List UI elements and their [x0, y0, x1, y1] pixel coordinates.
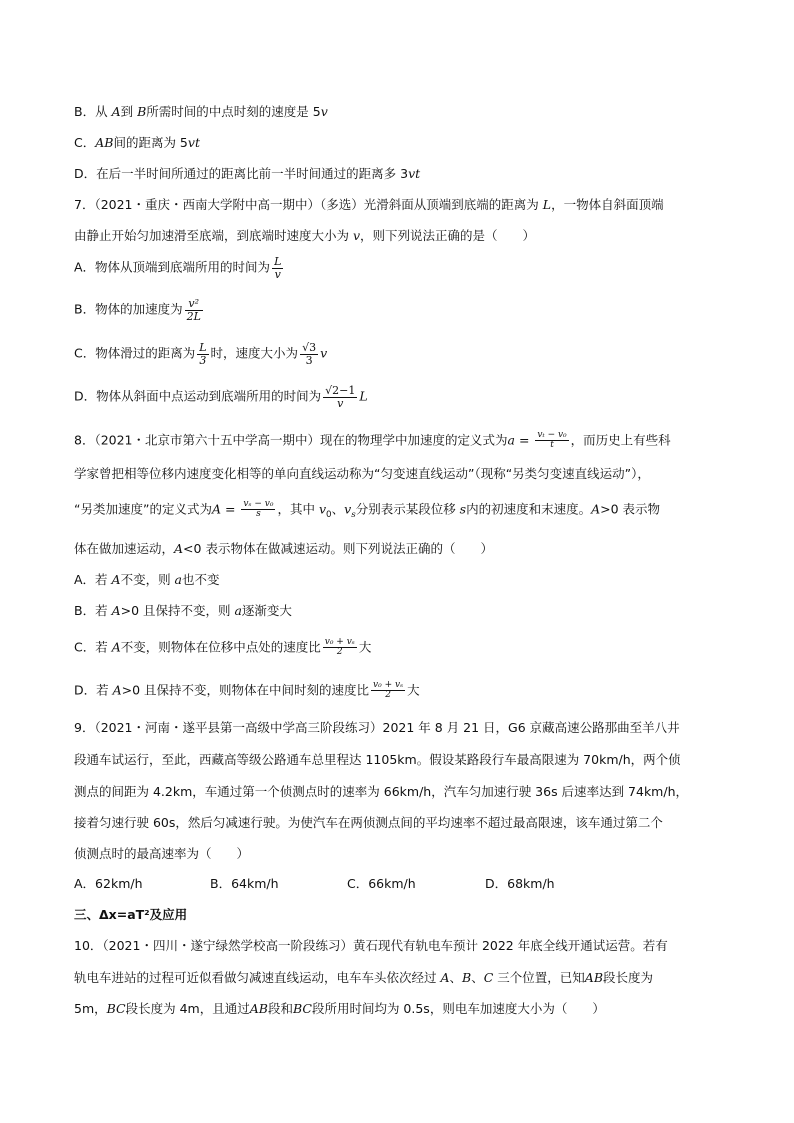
text: >0 且保持不变，则物体在中间时刻的速度比 [121, 682, 370, 698]
var-a: A [111, 603, 121, 618]
text: 测点的间距为 4.2km，车通过第一个侦测点时的速率为 66km/h，汽车匀加速行驶 36s 后速率达到 74km/h， [74, 784, 688, 799]
var-v: v [320, 104, 328, 119]
fraction [272, 256, 283, 280]
text: ，其中 [277, 501, 319, 517]
text: A．若 [74, 572, 112, 587]
section-heading: 三、Δx=aT²及应用 [74, 907, 188, 922]
q10-stem-line1 [74, 940, 668, 953]
fraction-den: v [337, 396, 344, 410]
text: >0 且保持不变，则 [120, 603, 235, 618]
text: 段所用时间均为 0.5s，则电车加速度大小为（ ） [311, 1001, 605, 1016]
text: 10．（2021・四川・遂宁绿然学校高一阶段练习）黄石现代有轨电车预计 2022 年底全线开通试运营。若有 [74, 938, 668, 953]
text: D．物体从斜面中点运动到底端所用的时间为 [74, 388, 322, 404]
equals: = [514, 432, 534, 448]
q7-stem-line2 [74, 230, 535, 243]
q9-stem-line2 [74, 754, 681, 767]
q8-option-a[interactable] [74, 574, 220, 587]
q6-option-d[interactable] [74, 168, 420, 181]
text: 8．（2021・北京市第六十五中学高一期中）现在的物理学中加速度的定义式为 [74, 432, 508, 448]
fraction [185, 298, 203, 322]
text: B．若 [74, 603, 112, 618]
text: 段通车试运行，至此，西藏高等级公路通车总里程达 1105km。假设某路段行车最高限速为 70km/h，两个侦 [74, 752, 681, 767]
text: 三个位置，已知 [493, 970, 585, 985]
text: 大 [407, 682, 420, 698]
text: D．在后一半时间所通过的距离比前一半时间通过的距离多 3 [74, 166, 409, 181]
fraction-num: L [199, 341, 207, 354]
text: 段长度为 4m，且通过 [125, 1001, 250, 1016]
q8-option-b[interactable] [74, 605, 292, 618]
q10-stem-line2 [74, 972, 653, 985]
text: 轨电车进站的过程可近似看做匀减速直线运动，电车车头依次经过 [74, 970, 441, 985]
fraction [323, 385, 357, 409]
text: 9．（2021・河南・遂平县第一高级中学高三阶段练习）2021 年 8 月 21 日，G6 京藏高速公路那曲至羊八井 [74, 720, 680, 735]
text: 、 [449, 970, 463, 985]
text: 、 [331, 501, 345, 517]
text: C．若 [74, 639, 112, 655]
text: 不变，则物体在位移中点处的速度比 [120, 639, 321, 655]
fraction-num: v₀ + vₛ [324, 637, 355, 647]
text: 5m， [74, 1001, 107, 1016]
q10-stem-line3 [74, 1003, 605, 1016]
var-a: A [211, 501, 221, 517]
text: B．物体的加速度为 [74, 301, 183, 317]
text: 大 [358, 639, 372, 655]
var-v: v [320, 345, 328, 361]
text: 内的初速度和末速度。 [466, 501, 592, 517]
q9-option-b[interactable]: B．64km/h [210, 876, 279, 891]
var-a: A [174, 541, 184, 556]
q7-option-b[interactable] [74, 298, 205, 322]
q7-option-a[interactable] [74, 256, 285, 280]
fraction-den: 3 [305, 353, 313, 367]
var-bc: BC [292, 1001, 312, 1016]
text: 逐渐变大 [241, 603, 292, 618]
text: D．若 [74, 682, 113, 698]
text: A．物体从顶端到底端所用的时间为 [74, 259, 271, 275]
fraction-num: vₛ − v₀ [243, 499, 274, 509]
text: <0 表示物体在做减速运动。则下列说法正确的（ ） [183, 541, 493, 556]
var-a: a [234, 603, 242, 618]
var-b: B [462, 970, 472, 985]
var-v: v [344, 501, 352, 517]
text: 间的距离为 5 [113, 135, 188, 150]
fraction [300, 342, 318, 366]
text: 不变，则 [120, 572, 175, 587]
q9-option-d[interactable]: D．68km/h [485, 876, 555, 891]
fraction-den: 3 [199, 353, 207, 367]
text: C． [74, 135, 96, 150]
text: 由静止开始匀加速滑至底端，到底端时速度大小为 [74, 228, 353, 243]
fraction-den: 2 [336, 647, 343, 658]
text: 分别表示某段位移 [355, 501, 460, 517]
q6-option-b[interactable] [74, 106, 328, 119]
text: 7．（2021・重庆・西南大学附中高一期中）（多选）光滑斜面从顶端到底端的距离为 [74, 197, 543, 212]
q8-stem-line3 [74, 500, 660, 520]
text: ，而历史上有些科 [570, 432, 671, 448]
text: C．物体滑过的距离为 [74, 345, 196, 361]
equals: = [220, 501, 240, 517]
text: 体在做加速运动， [74, 541, 175, 556]
var-a: a [507, 432, 515, 448]
q9-stem-line5 [74, 848, 249, 861]
var-l: L [542, 197, 552, 212]
var-b: B [137, 104, 147, 119]
fraction-den: t [550, 440, 554, 451]
var-a: A [111, 639, 121, 655]
text: 也不变 [182, 572, 220, 587]
var-a: A [111, 104, 121, 119]
text: 、 [471, 970, 484, 985]
subscript: s [351, 509, 356, 520]
fraction-den: 2L [186, 309, 201, 323]
text: >0 表示物 [600, 501, 661, 517]
var-a: A [112, 682, 122, 698]
text: 侦测点时的最高速率为（ ） [74, 846, 250, 861]
q8-stem-line4 [74, 543, 493, 556]
var-vt: vt [408, 166, 421, 181]
var-a: a [174, 572, 182, 587]
var-bc: BC [106, 1001, 126, 1016]
fraction [241, 500, 275, 520]
var-ab: AB [95, 135, 114, 150]
fraction-den: 2 [385, 690, 391, 701]
q9-stem-line3 [74, 786, 688, 799]
fraction-num: √3 [302, 341, 317, 354]
text: 接着匀速行驶 60s，然后匀减速行驶。为使汽车在两侦测点间的平均速率不超过最高限速，该车通过第二个 [74, 815, 663, 830]
fraction-num: √2−1 [325, 384, 356, 397]
var-s: s [459, 501, 467, 517]
q8-stem-line1 [74, 431, 671, 451]
fraction-den: v [274, 267, 281, 281]
q7-option-c[interactable] [74, 342, 327, 366]
var-a: A [591, 501, 601, 517]
var-v: v [352, 228, 361, 243]
var-ab: AB [249, 1001, 268, 1016]
var-l: L [359, 388, 368, 404]
fraction-num: L [274, 255, 282, 268]
fraction [323, 638, 357, 658]
fraction-num: vₜ − v₀ [537, 430, 567, 440]
text: ，则下列说法正确的是（ ） [360, 228, 536, 243]
text: B．从 [74, 104, 112, 119]
q8-stem-line2 [74, 468, 650, 481]
var-ab: AB [584, 970, 604, 985]
text: 学家曾把相等位移内速度变化相等的单向直线运动称为“匀变速直线运动”（现称“另类匀变速直线运动”）， [74, 466, 650, 481]
q8-option-d[interactable] [74, 681, 420, 701]
var-v: v [318, 501, 327, 517]
fraction-num: v² [185, 298, 203, 311]
q6-option-c[interactable] [74, 137, 200, 150]
q8-option-c[interactable] [74, 638, 371, 658]
text: “另类加速度”的定义式为 [74, 501, 212, 517]
text: 时，速度大小为 [210, 345, 299, 361]
q9-option-a[interactable]: A．62km/h [74, 876, 143, 891]
text: 段和 [267, 1001, 293, 1016]
fraction [371, 681, 405, 701]
q7-stem-line1 [74, 199, 664, 212]
subscript: 0 [326, 509, 332, 520]
var-c: C [483, 970, 494, 985]
text: 段长度为 [603, 970, 654, 985]
q7-option-d[interactable] [74, 385, 368, 409]
var-vt: vt [187, 135, 200, 150]
fraction [535, 431, 568, 451]
q9-stem-line1 [74, 722, 680, 735]
q9-option-c[interactable]: C．66km/h [347, 876, 416, 891]
q9-stem-line4 [74, 817, 663, 830]
text: 到 [120, 104, 138, 119]
text: ，一物体自斜面顶端 [551, 197, 664, 212]
fraction-den: s [256, 509, 261, 520]
fraction-num: v₀ + vₛ [373, 680, 404, 690]
var-a: A [440, 970, 450, 985]
fraction [197, 342, 208, 366]
text: 所需时间的中点时刻的速度是 5 [146, 104, 321, 119]
var-a: A [111, 572, 121, 587]
